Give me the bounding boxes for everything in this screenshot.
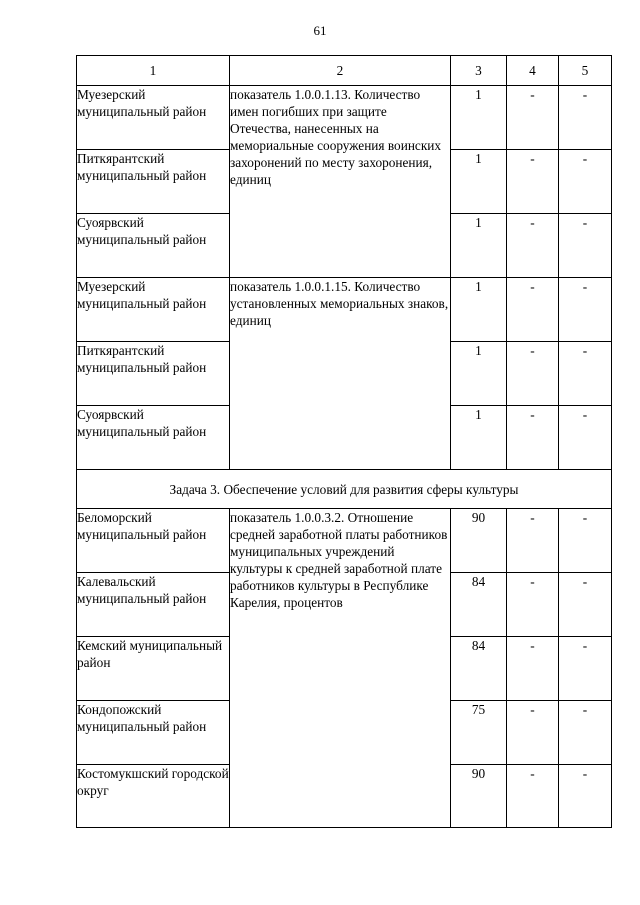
- value-cell: 1: [451, 278, 507, 342]
- value-cell: -: [559, 573, 612, 637]
- value-cell: -: [507, 573, 559, 637]
- value-cell: 1: [451, 86, 507, 150]
- table-row: [77, 278, 612, 342]
- value-cell: 1: [451, 406, 507, 470]
- value-cell: -: [507, 150, 559, 214]
- value-cell: 90: [451, 509, 507, 573]
- column-header: 2: [230, 56, 451, 86]
- value-cell: -: [559, 342, 612, 406]
- value-cell: -: [507, 342, 559, 406]
- value-cell: 84: [451, 637, 507, 701]
- district-cell: Суоярвский муниципальный район: [77, 214, 230, 278]
- value-cell: 1: [451, 150, 507, 214]
- value-cell: -: [507, 765, 559, 828]
- table-row: [77, 509, 612, 573]
- value-cell: -: [559, 637, 612, 701]
- district-cell: Калевальский муниципальный район: [77, 573, 230, 637]
- district-cell: Костомукшский городской округ: [77, 765, 230, 828]
- task-heading: Задача 3. Обеспечение условий для развития сферы культуры: [77, 470, 612, 509]
- district-cell: Муезерский муниципальный район: [77, 278, 230, 342]
- indicator-cell: показатель 1.0.0.1.15. Количество установленных мемориальных знаков, единиц: [230, 278, 451, 470]
- indicators-table: [76, 55, 612, 828]
- value-cell: -: [559, 406, 612, 470]
- value-cell: -: [559, 701, 612, 765]
- district-cell: Беломорский муниципальный район: [77, 509, 230, 573]
- district-cell: Кондопожский муниципальный район: [77, 701, 230, 765]
- table-row: [77, 86, 612, 150]
- value-cell: -: [559, 86, 612, 150]
- value-cell: -: [507, 278, 559, 342]
- value-cell: 1: [451, 214, 507, 278]
- value-cell: -: [507, 509, 559, 573]
- column-header: 5: [559, 56, 612, 86]
- district-cell: Кемский муниципальный район: [77, 637, 230, 701]
- value-cell: 90: [451, 765, 507, 828]
- value-cell: 1: [451, 342, 507, 406]
- value-cell: -: [559, 509, 612, 573]
- value-cell: -: [507, 406, 559, 470]
- column-header: 1: [77, 56, 230, 86]
- district-cell: Питкярантский муниципальный район: [77, 342, 230, 406]
- district-cell: Питкярантский муниципальный район: [77, 150, 230, 214]
- column-header: 4: [507, 56, 559, 86]
- value-cell: 84: [451, 573, 507, 637]
- district-cell: Суоярвский муниципальный район: [77, 406, 230, 470]
- task-row: [77, 470, 612, 509]
- value-cell: -: [507, 701, 559, 765]
- value-cell: -: [507, 86, 559, 150]
- value-cell: -: [559, 214, 612, 278]
- value-cell: -: [559, 765, 612, 828]
- value-cell: -: [507, 637, 559, 701]
- value-cell: 75: [451, 701, 507, 765]
- value-cell: -: [507, 214, 559, 278]
- column-header: 3: [451, 56, 507, 86]
- page-number: 61: [313, 23, 327, 38]
- indicator-cell: показатель 1.0.0.3.2. Отношение средней заработной платы работников муниципальных учреждений культуры к средней заработной плате работников культуры в Республике Карелия, процентов: [230, 509, 451, 828]
- value-cell: -: [559, 278, 612, 342]
- table-header-row: [77, 56, 612, 86]
- value-cell: -: [559, 150, 612, 214]
- district-cell: Муезерский муниципальный район: [77, 86, 230, 150]
- indicator-cell: показатель 1.0.0.1.13. Количество имен погибших при защите Отечества, нанесенных на мемориальные сооружения воинских захоронений по месту захоронения, единиц: [230, 86, 451, 278]
